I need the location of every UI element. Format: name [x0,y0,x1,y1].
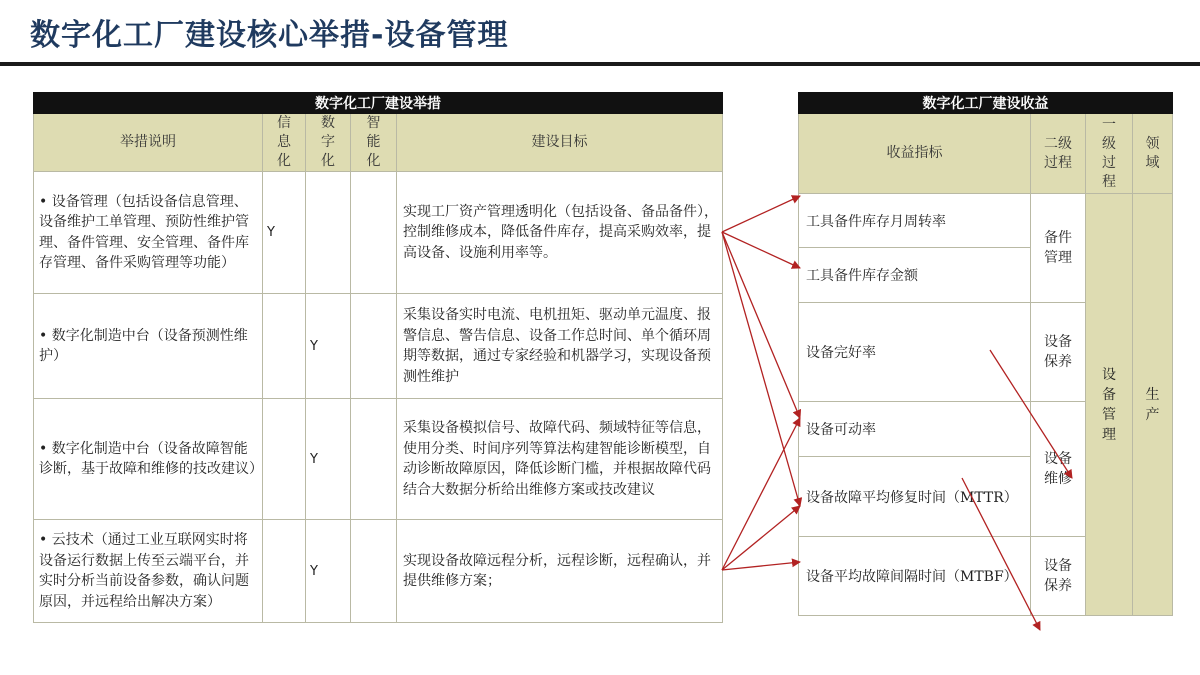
title-divider [0,62,1200,66]
row-smart-flag [351,399,397,520]
header-desc: 举措说明 [34,114,263,172]
level2-repair: 设备维修 [1031,402,1086,537]
table-row [34,520,723,623]
row-goal: 实现设备故障远程分析，远程诊断，远程确认，并提供维修方案； [397,520,723,623]
row-smart-flag [351,172,397,294]
metric-spare-amount: 工具备件库存金额 [799,248,1031,303]
header-domain: 领域 [1133,114,1173,194]
row-smart-flag [351,520,397,623]
arrow-line [722,562,800,570]
row-digital-flag: Y [306,399,351,520]
header-goal: 建设目标 [397,114,723,172]
header-info: 信息化 [263,114,306,172]
row-digital-flag [306,172,351,294]
row-info-flag [263,399,306,520]
level2-spare-parts: 备件管理 [1031,194,1086,303]
arrow-line [722,196,800,232]
row-desc: • 数字化制造中台（设备预测性维护） [34,294,263,399]
row-desc: • 云技术（通过工业互联网实时将设备运行数据上传至云端平台，并实时分析当前设备参数，确认问题原因，并远程给出解决方案） [34,520,263,623]
row-smart-flag [351,294,397,399]
row-goal: 采集设备模拟信号、故障代码、频域特征等信息，使用分类、时间序列等算法构建智能诊断模型，自动诊断故障原因，降低诊断门槛，并根据故障代码结合大数据分析给出维修方案或技改建议 [397,399,723,520]
level2-maintenance: 设备保养 [1031,303,1086,402]
metric-intact-rate: 设备完好率 [799,303,1031,402]
header-metric: 收益指标 [799,114,1031,194]
arrow-line [722,506,800,570]
slide-title: 数字化工厂建设核心举措-设备管理 [30,18,509,53]
table-row [34,172,723,294]
row-info-flag: Y [263,172,306,294]
table-row [34,294,723,399]
level2-maintenance-2: 设备保养 [1031,537,1086,616]
header-level2: 二级过程 [1031,114,1086,194]
metric-spare-turnover: 工具备件库存月周转率 [799,194,1031,248]
row-desc: • 数字化制造中台（设备故障智能诊断，基于故障和维修的技改建议） [34,399,263,520]
domain-production: 生产 [1133,194,1173,616]
measures-table [33,92,723,623]
row-goal: 实现工厂资产管理透明化（包括设备、备品备件），控制维修成本，降低备件库存，提高采购效率，提高设备、设施利用率等。 [397,172,723,294]
row-digital-flag: Y [306,520,351,623]
level1-equipment-mgmt: 设备管理 [1086,194,1133,616]
arrow-line [722,418,800,570]
row-info-flag [263,294,306,399]
metric-mtbf: 设备平均故障间隔时间（MTBF） [799,537,1031,616]
measures-banner: 数字化工厂建设举措 [34,93,723,114]
row-info-flag [263,520,306,623]
arrow-line [722,232,800,418]
header-digital: 数字化 [306,114,351,172]
metric-mttr: 设备故障平均修复时间（MTTR） [799,457,1031,537]
row-digital-flag: Y [306,294,351,399]
benefits-banner: 数字化工厂建设收益 [799,93,1173,114]
benefits-table [798,92,1173,616]
table-row [34,399,723,520]
header-smart: 智能化 [351,114,397,172]
metric-availability: 设备可动率 [799,402,1031,457]
header-level1: 一级过程 [1086,114,1133,194]
row-desc: • 设备管理（包括设备信息管理、设备维护工单管理、预防性维护管理、备件管理、安全管理、备件库存管理、备件采购管理等功能） [34,172,263,294]
row-goal: 采集设备实时电流、电机扭矩、驱动单元温度、报警信息、警告信息、设备工作总时间、单个循环周期等数据，通过专家经验和机器学习，实现设备预测性维护 [397,294,723,399]
arrow-line [722,232,800,506]
arrow-line [722,232,800,268]
